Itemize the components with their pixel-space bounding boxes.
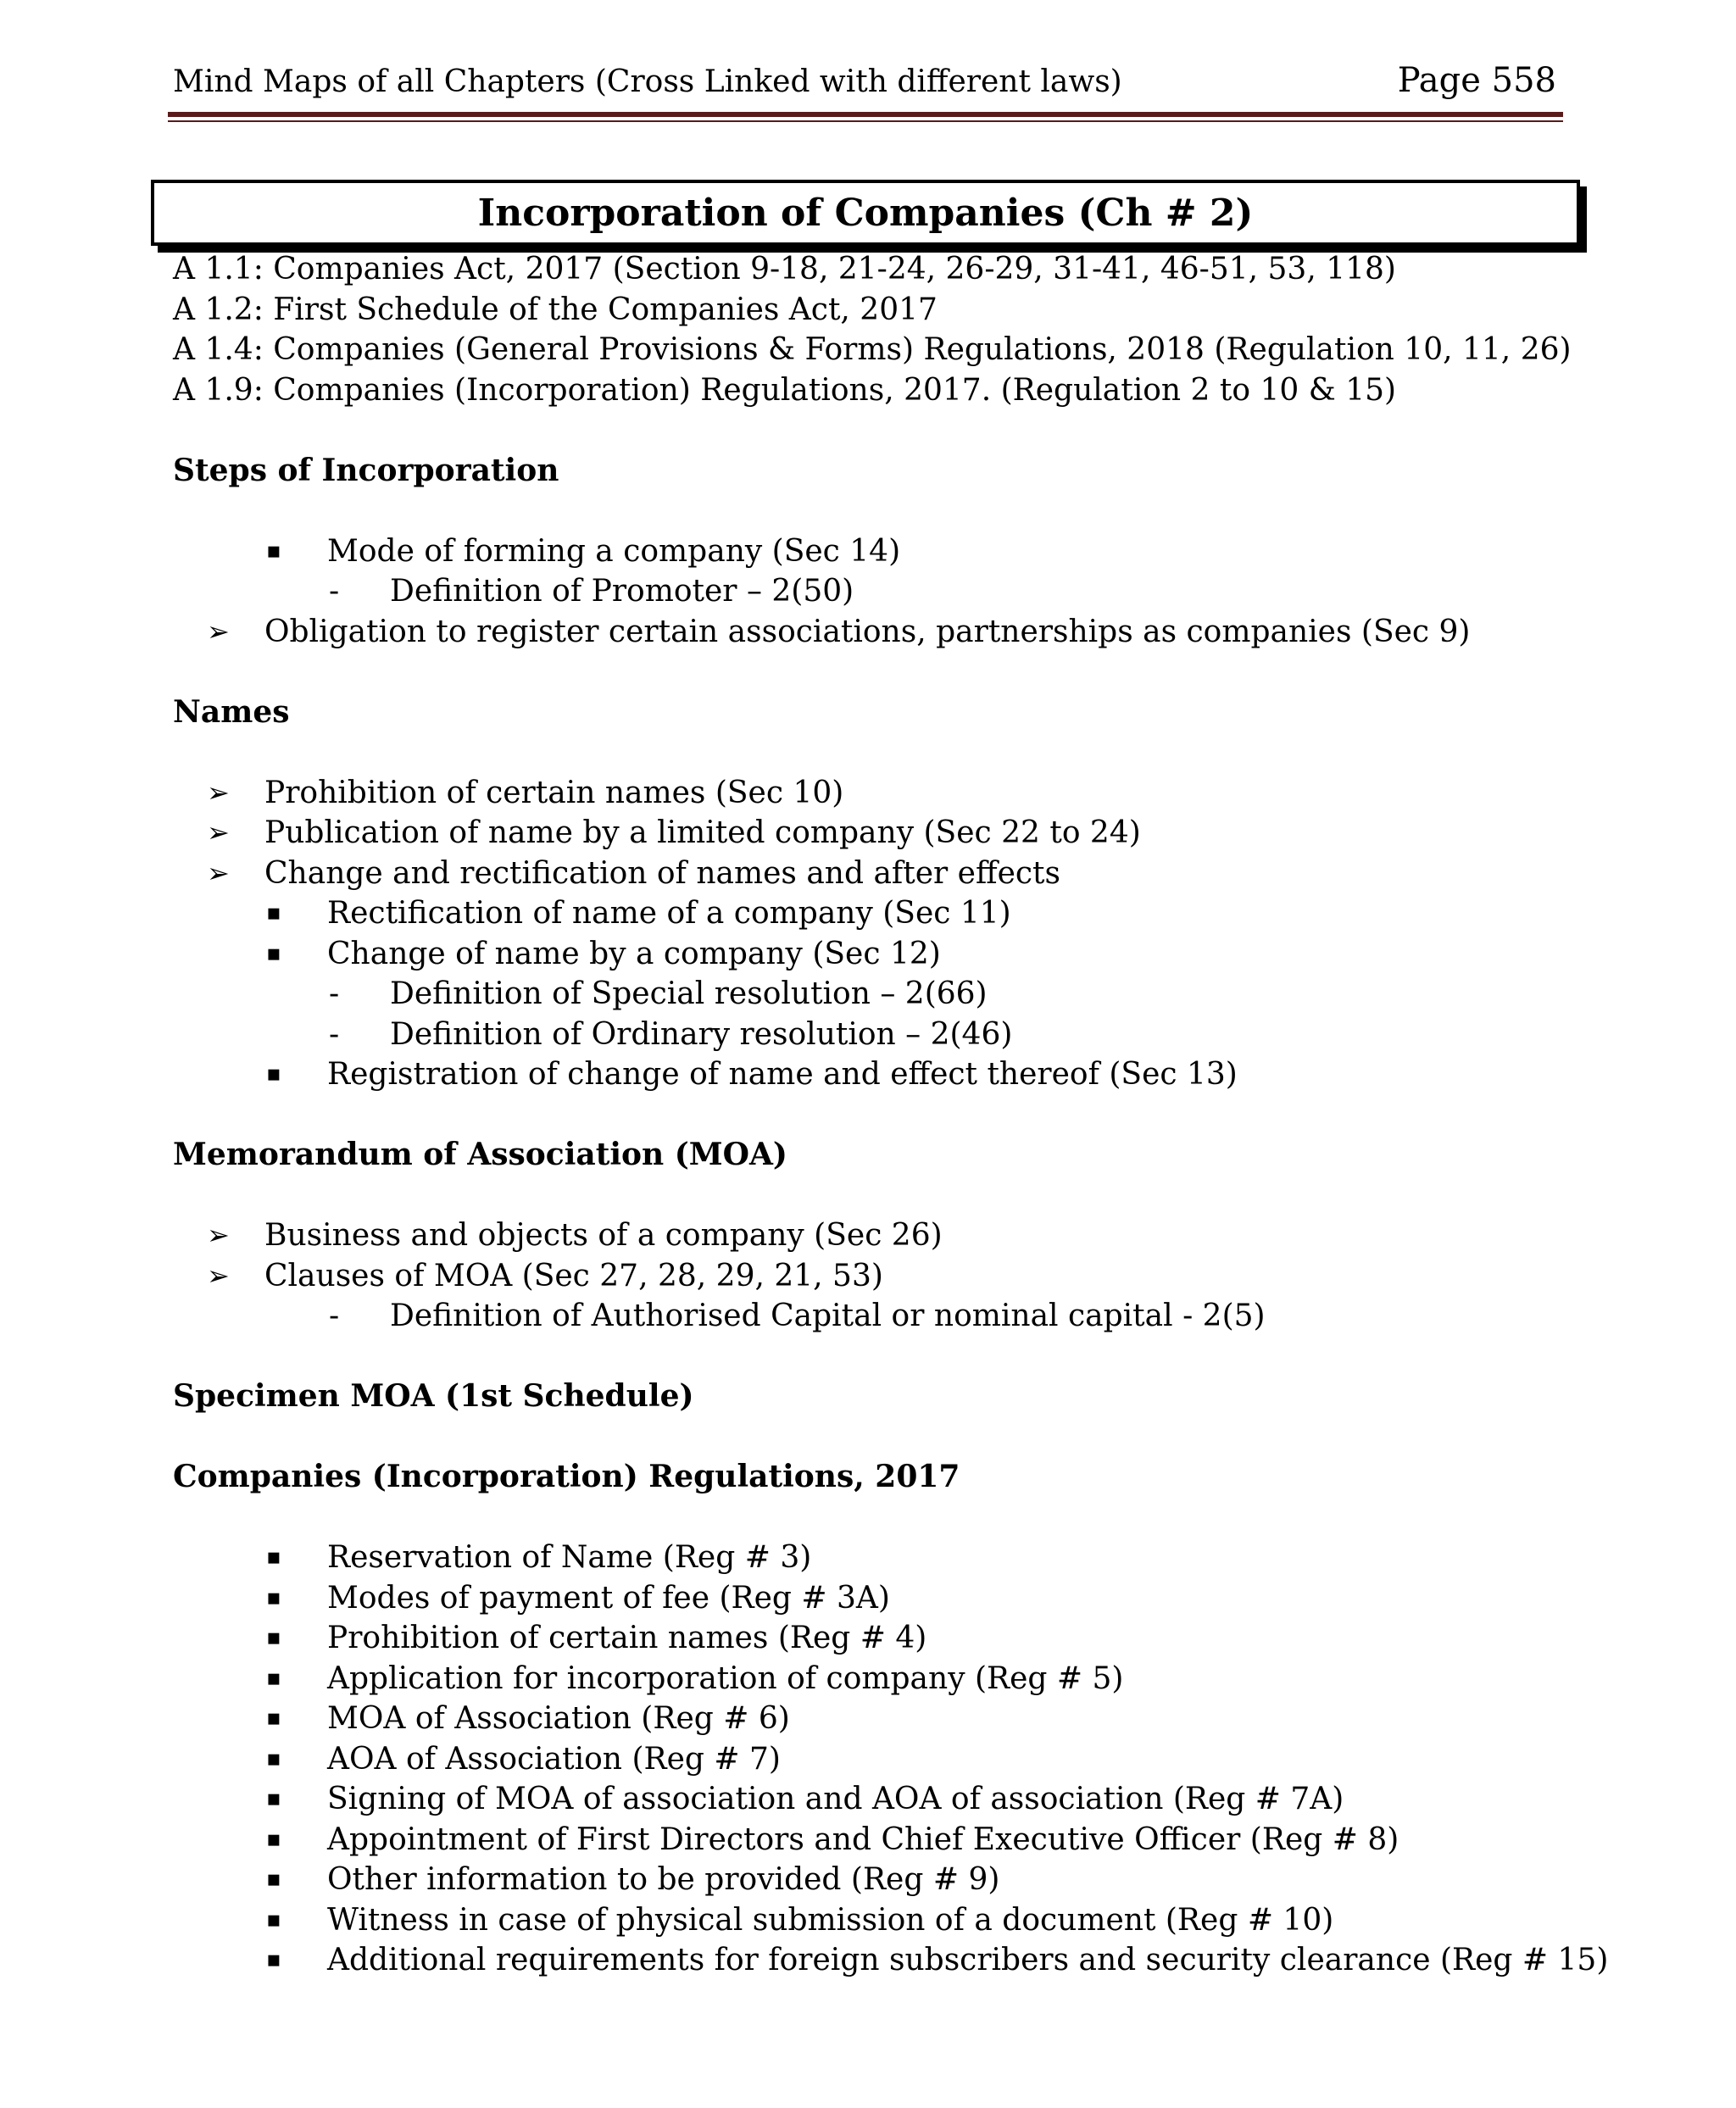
square-bullet-icon: ▪ (266, 1745, 281, 1771)
arrow-bullet-icon: ➢ (207, 816, 230, 848)
reference-line: A 1.9: Companies (Incorporation) Regulations, 2017. (Regulation 2 to 10 & 15) (173, 372, 1397, 408)
dash-bullet-icon: - (329, 574, 340, 609)
square-bullet-icon: ▪ (266, 537, 281, 564)
square-bullet-icon: ▪ (266, 1947, 281, 1972)
document-body (173, 249, 1609, 1981)
list-item: - Definition of Ordinary resolution – 2(46) (173, 1015, 1563, 1055)
square-bullet-icon: ▪ (266, 1665, 281, 1691)
list-item: ➢ Prohibition of certain names (Sec 10) (173, 773, 1563, 814)
list-item: ▪ Additional requirements for foreign subscribers and security clearance (Reg # 15) (173, 1940, 1563, 1981)
arrow-bullet-icon: ➢ (207, 776, 230, 809)
section-heading: Specimen MOA (1st Schedule) (173, 1378, 694, 1414)
page-header (173, 61, 1556, 108)
dash-bullet-icon: - (329, 1016, 340, 1052)
list-item: ➢ Obligation to register certain associations, partnerships as companies (Sec 9) (173, 612, 1563, 653)
list-item: ▪ Appointment of First Directors and Chief Executive Officer (Reg # 8) (173, 1820, 1563, 1860)
list-item: ▪ Mode of forming a company (Sec 14) (173, 531, 1563, 572)
section-heading: Memorandum of Association (MOA) (173, 1137, 787, 1172)
list-item: ▪ Modes of payment of fee (Reg # 3A) (173, 1578, 1563, 1619)
square-bullet-icon: ▪ (266, 1906, 281, 1933)
list-item: ▪ Registration of change of name and effect thereof (Sec 13) (173, 1054, 1563, 1095)
list-item: ▪ MOA of Association (Reg # 6) (173, 1699, 1563, 1739)
header-rule-thin (168, 120, 1563, 122)
arrow-bullet-icon: ➢ (207, 856, 230, 889)
list-item: ▪ Signing of MOA of association and AOA of association (Reg # 7A) (173, 1779, 1563, 1820)
square-bullet-icon: ▪ (266, 900, 281, 926)
square-bullet-icon: ▪ (266, 1866, 281, 1892)
square-bullet-icon: ▪ (266, 1061, 281, 1087)
list-item: - Definition of Special resolution – 2(66) (173, 974, 1563, 1015)
reference-line: A 1.1: Companies Act, 2017 (Section 9-18, 21-24, 26-29, 31-41, 46-51, 53, 118) (173, 252, 1396, 286)
chapter-title: Incorporation of Companies (Ch # 2) (477, 191, 1254, 235)
page-number: Page 558 (1397, 61, 1556, 100)
section-heading: Names (173, 693, 290, 730)
list-item: ▪ Reservation of Name (Reg # 3) (173, 1538, 1563, 1578)
header-title: Mind Maps of all Chapters (Cross Linked with different laws) (173, 64, 1122, 99)
square-bullet-icon: ▪ (266, 1584, 281, 1610)
list-item: ▪ AOA of Association (Reg # 7) (173, 1739, 1563, 1780)
list-item: ➢ Clauses of MOA (Sec 27, 28, 29, 21, 53) (173, 1256, 1563, 1297)
arrow-bullet-icon: ➢ (207, 615, 230, 648)
list-item: ▪ Other information to be provided (Reg # 9) (173, 1860, 1563, 1900)
header-rule-thick (168, 112, 1563, 117)
list-item: ➢ Business and objects of a company (Sec 26) (173, 1215, 1563, 1256)
list-item: - Definition of Promoter – 2(50) (173, 571, 1563, 612)
chapter-title-box (151, 180, 1580, 246)
list-item: ▪ Application for incorporation of company (Reg # 5) (173, 1659, 1563, 1699)
dash-bullet-icon: - (329, 976, 340, 1011)
list-item: - Definition of Authorised Capital or nominal capital - 2(5) (173, 1296, 1563, 1337)
reference-line: A 1.4: Companies (General Provisions & Forms) Regulations, 2018 (Regulation 10, 11, 26) (173, 332, 1572, 367)
square-bullet-icon: ▪ (266, 1544, 281, 1570)
square-bullet-icon: ▪ (266, 1705, 281, 1731)
arrow-bullet-icon: ➢ (207, 1219, 230, 1251)
square-bullet-icon: ▪ (266, 1786, 281, 1811)
list-item: ▪ Change of name by a company (Sec 12) (173, 934, 1563, 975)
square-bullet-icon: ▪ (266, 1826, 281, 1852)
square-bullet-icon: ▪ (266, 940, 281, 966)
section-heading: Steps of Incorporation (173, 452, 559, 488)
arrow-bullet-icon: ➢ (207, 1259, 230, 1292)
list-item: ▪ Witness in case of physical submission of a document (Reg # 10) (173, 1900, 1563, 1941)
reference-line: A 1.2: First Schedule of the Companies Act, 2017 (173, 292, 938, 327)
list-item: ➢ Publication of name by a limited company (Sec 22 to 24) (173, 813, 1563, 854)
square-bullet-icon: ▪ (266, 1625, 281, 1650)
dash-bullet-icon: - (329, 1299, 340, 1333)
list-item: ▪ Rectification of name of a company (Sec 11) (173, 893, 1563, 934)
section-heading: Companies (Incorporation) Regulations, 2017 (173, 1459, 960, 1494)
list-item: ➢ Change and rectification of names and after effects (173, 854, 1563, 894)
list-item: ▪ Prohibition of certain names (Reg # 4) (173, 1618, 1563, 1659)
